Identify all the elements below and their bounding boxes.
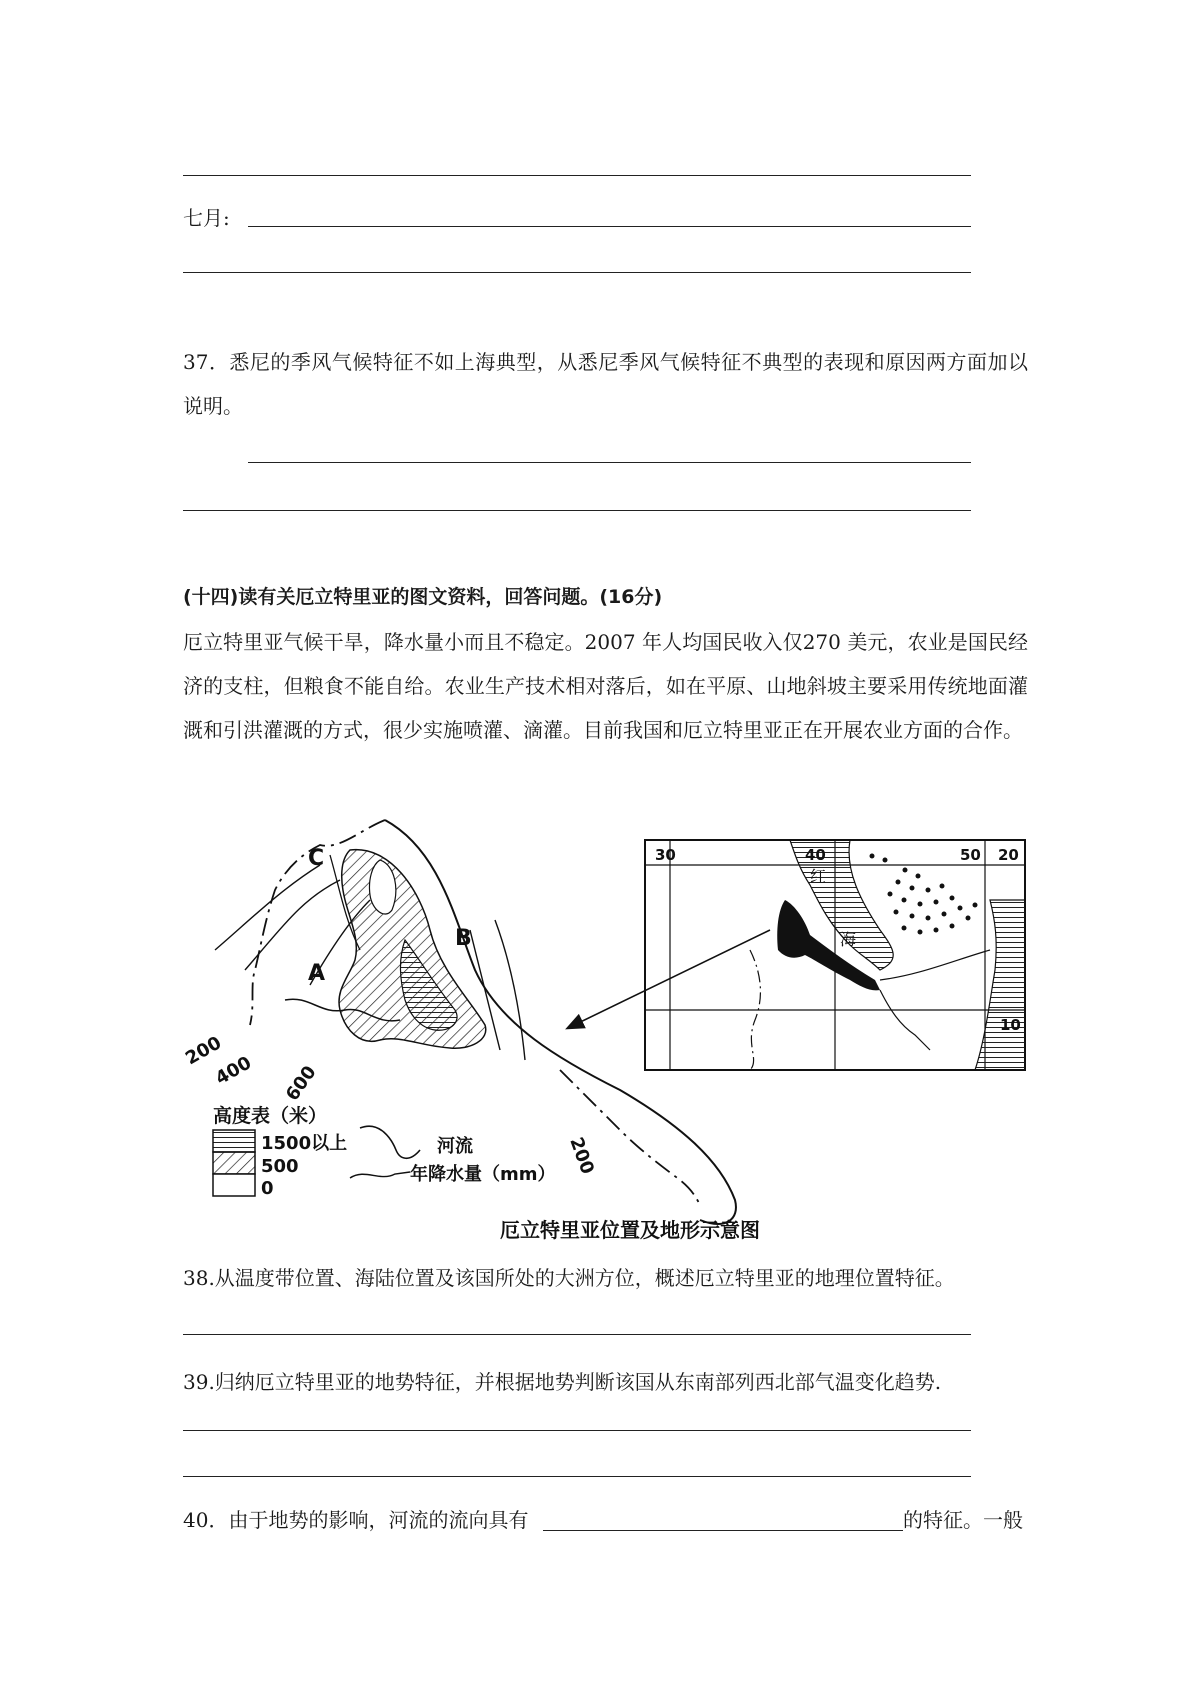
- isohyet-200-east: [495, 920, 525, 1060]
- question-40-suffix: 的特征。一般: [903, 1508, 1023, 1532]
- inset-lon-40: 40: [805, 846, 826, 864]
- eritrea-map-figure: [0, 810, 1200, 1250]
- answer-line[interactable]: [248, 462, 971, 463]
- legend-river-symbol: [360, 1126, 420, 1158]
- answer-line[interactable]: [183, 1476, 971, 1477]
- inset-sea-char-1: 红: [810, 867, 827, 886]
- isohyet-label-200: 200: [182, 1032, 226, 1070]
- answer-line[interactable]: [183, 510, 971, 511]
- question-37: 37．悉尼的季风气候特征不如上海典型，从悉尼季风气候特征不典型的表现和原因两方面加以说明。: [183, 350, 1028, 418]
- legend-title: 高度表（米）: [213, 1105, 328, 1127]
- point-label-b: B: [455, 926, 472, 951]
- answer-line[interactable]: [248, 226, 971, 227]
- isohyet-400: [245, 880, 340, 970]
- answer-line[interactable]: [183, 272, 971, 273]
- figure-caption: 厄立特里亚位置及地形示意图: [500, 1218, 760, 1242]
- section-intro: 厄立特里亚气候干旱，降水量小而且不稳定。2007 年人均国民收入仅270 美元，农业是国民经济的支柱，但粮食不能自给。农业生产技术相对落后，如在平原、山地斜坡主要采用传统地面灌溉和引洪灌溉的方式，很少实施喷灌、滴灌。目前我国和厄立特里亚正在开展农业方面的合作。: [183, 630, 1028, 742]
- legend-item-0: 0: [261, 1178, 274, 1199]
- point-label-c: C: [308, 846, 325, 871]
- point-label-a: A: [308, 961, 326, 986]
- inset-sea-char-2: 海: [840, 930, 857, 949]
- answer-line[interactable]: [183, 1430, 971, 1431]
- legend-isohyet-symbol: [350, 1172, 410, 1178]
- question-38: 38.从温度带位置、海陆位置及该国所处的大洲方位，概述厄立特里亚的地理位置特征。: [183, 1266, 955, 1290]
- isohyet-label-600: 600: [281, 1062, 321, 1105]
- question-40-prefix: 40．由于地势的影响，河流的流向具有: [183, 1508, 529, 1532]
- answer-line[interactable]: [183, 1334, 971, 1335]
- legend-item-1500: 1500以上: [261, 1133, 348, 1154]
- inset-map: [645, 840, 1025, 1070]
- july-label: 七月:: [183, 206, 230, 230]
- legend-swatch-1500: [213, 1130, 255, 1152]
- legend-swatch-500: [213, 1152, 255, 1174]
- legend-item-500: 500: [261, 1156, 299, 1177]
- legend-precip-label: 年降水量（mm）: [410, 1164, 556, 1185]
- isohyet-label-200-east: 200: [565, 1134, 598, 1178]
- question-39: 39.归纳厄立特里亚的地势特征，并根据地势判断该国从东南部列西北部气温变化趋势.: [183, 1370, 942, 1394]
- section-heading: (十四)读有关厄立特里亚的图文资料，回答问题。(16分): [183, 586, 663, 608]
- inset-lat-20: 20: [998, 846, 1019, 864]
- inset-lat-10: 10: [1000, 1016, 1021, 1034]
- answer-line[interactable]: [183, 175, 971, 176]
- inset-lon-50: 50: [960, 846, 981, 864]
- legend-river-label: 河流: [437, 1136, 473, 1157]
- answer-blank[interactable]: [543, 1530, 903, 1531]
- map-legend: [213, 1104, 556, 1199]
- isohyet-label-400: 400: [212, 1052, 256, 1090]
- legend-swatch-0: [213, 1174, 255, 1196]
- inset-lon-30: 30: [655, 846, 676, 864]
- isohyet-200: [215, 865, 320, 950]
